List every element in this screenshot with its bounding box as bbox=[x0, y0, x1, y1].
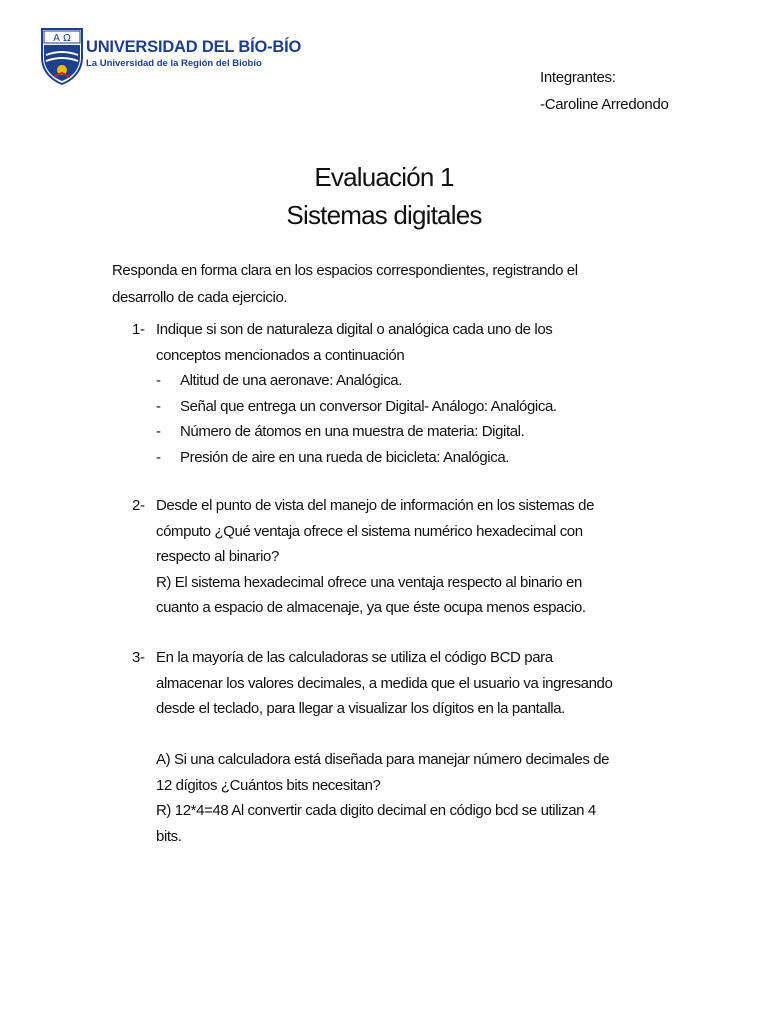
answer-text: R) El sistema hexadecimal ofrece una ventaja respecto al binario en bbox=[156, 573, 582, 591]
question-1 bbox=[132, 317, 672, 470]
list-item: - Altitud de una aeronave: Analógica. bbox=[156, 372, 403, 389]
answer-text: Número de átomos en una muestra de materia: Digital. bbox=[180, 423, 525, 440]
list-item: - Señal que entrega un conversor Digital- Análogo: Analógica. bbox=[156, 397, 557, 415]
question-number: 3- bbox=[132, 649, 145, 666]
question-text: desde el teclado, para llegar a visualizar los dígitos en la pantalla. bbox=[156, 700, 565, 717]
subquestion-text: A) Si una calculadora está diseñada para manejar número decimales de bbox=[156, 751, 610, 768]
member-name: -Caroline Arredondo bbox=[540, 96, 669, 113]
question-number: 2- bbox=[132, 497, 145, 514]
question-text: almacenar los valores decimales, a medida que el usuario va ingresando bbox=[156, 674, 613, 692]
question-text: En la mayoría de las calculadoras se utiliza el código BCD para bbox=[156, 649, 553, 666]
university-logo bbox=[40, 27, 302, 87]
svg-text:A Ω: A Ω bbox=[53, 33, 71, 44]
question-text: cómputo ¿Qué ventaja ofrece el sistema numérico hexadecimal con bbox=[156, 522, 583, 540]
list-item: - Número de átomos en una muestra de materia: Digital. bbox=[156, 423, 525, 440]
instructions bbox=[112, 257, 652, 311]
question-number: 1- bbox=[132, 321, 145, 338]
answer-text: Señal que entrega un conversor Digital- Análogo: Analógica. bbox=[180, 397, 557, 415]
instructions-line-1: Responda en forma clara en los espacios correspondientes, registrando el bbox=[112, 262, 578, 279]
question-2 bbox=[132, 493, 672, 621]
question-text: Indique si son de naturaleza digital o analógica cada uno de los bbox=[156, 321, 553, 338]
answer-text: Altitud de una aeronave: Analógica. bbox=[180, 372, 403, 389]
title-line-1: Evaluación 1 bbox=[314, 162, 454, 192]
answer-text: cuanto a espacio de almacenaje, ya que éste ocupa menos espacio. bbox=[156, 599, 586, 616]
question-text: conceptos mencionados a continuación bbox=[156, 346, 405, 364]
university-shield-icon bbox=[40, 27, 84, 85]
instructions-line-2: desarrollo de cada ejercicio. bbox=[112, 289, 288, 306]
members-block bbox=[540, 64, 669, 118]
subquestion-text: 12 dígitos ¿Cuántos bits necesitan? bbox=[156, 776, 381, 794]
page-title bbox=[0, 158, 768, 234]
answer-text: Presión de aire en una rueda de bicicleta: Analógica. bbox=[180, 448, 510, 466]
university-name: UNIVERSIDAD DEL BÍO-BÍO bbox=[86, 38, 302, 56]
question-3 bbox=[132, 645, 672, 849]
university-tagline: La Universidad de la Región del Biobío bbox=[86, 58, 262, 69]
title-line-2: Sistemas digitales bbox=[286, 200, 482, 230]
list-item: - Presión de aire en una rueda de bicicleta: Analógica. bbox=[156, 448, 510, 466]
question-text: Desde el punto de vista del manejo de información en los sistemas de bbox=[156, 497, 595, 514]
answer-text: R) 12*4=48 Al convertir cada digito decimal en código bcd se utilizan 4 bbox=[156, 802, 596, 819]
answer-text: bits. bbox=[156, 827, 182, 845]
question-text: respecto al binario? bbox=[156, 548, 279, 565]
members-label: Integrantes: bbox=[540, 69, 616, 86]
